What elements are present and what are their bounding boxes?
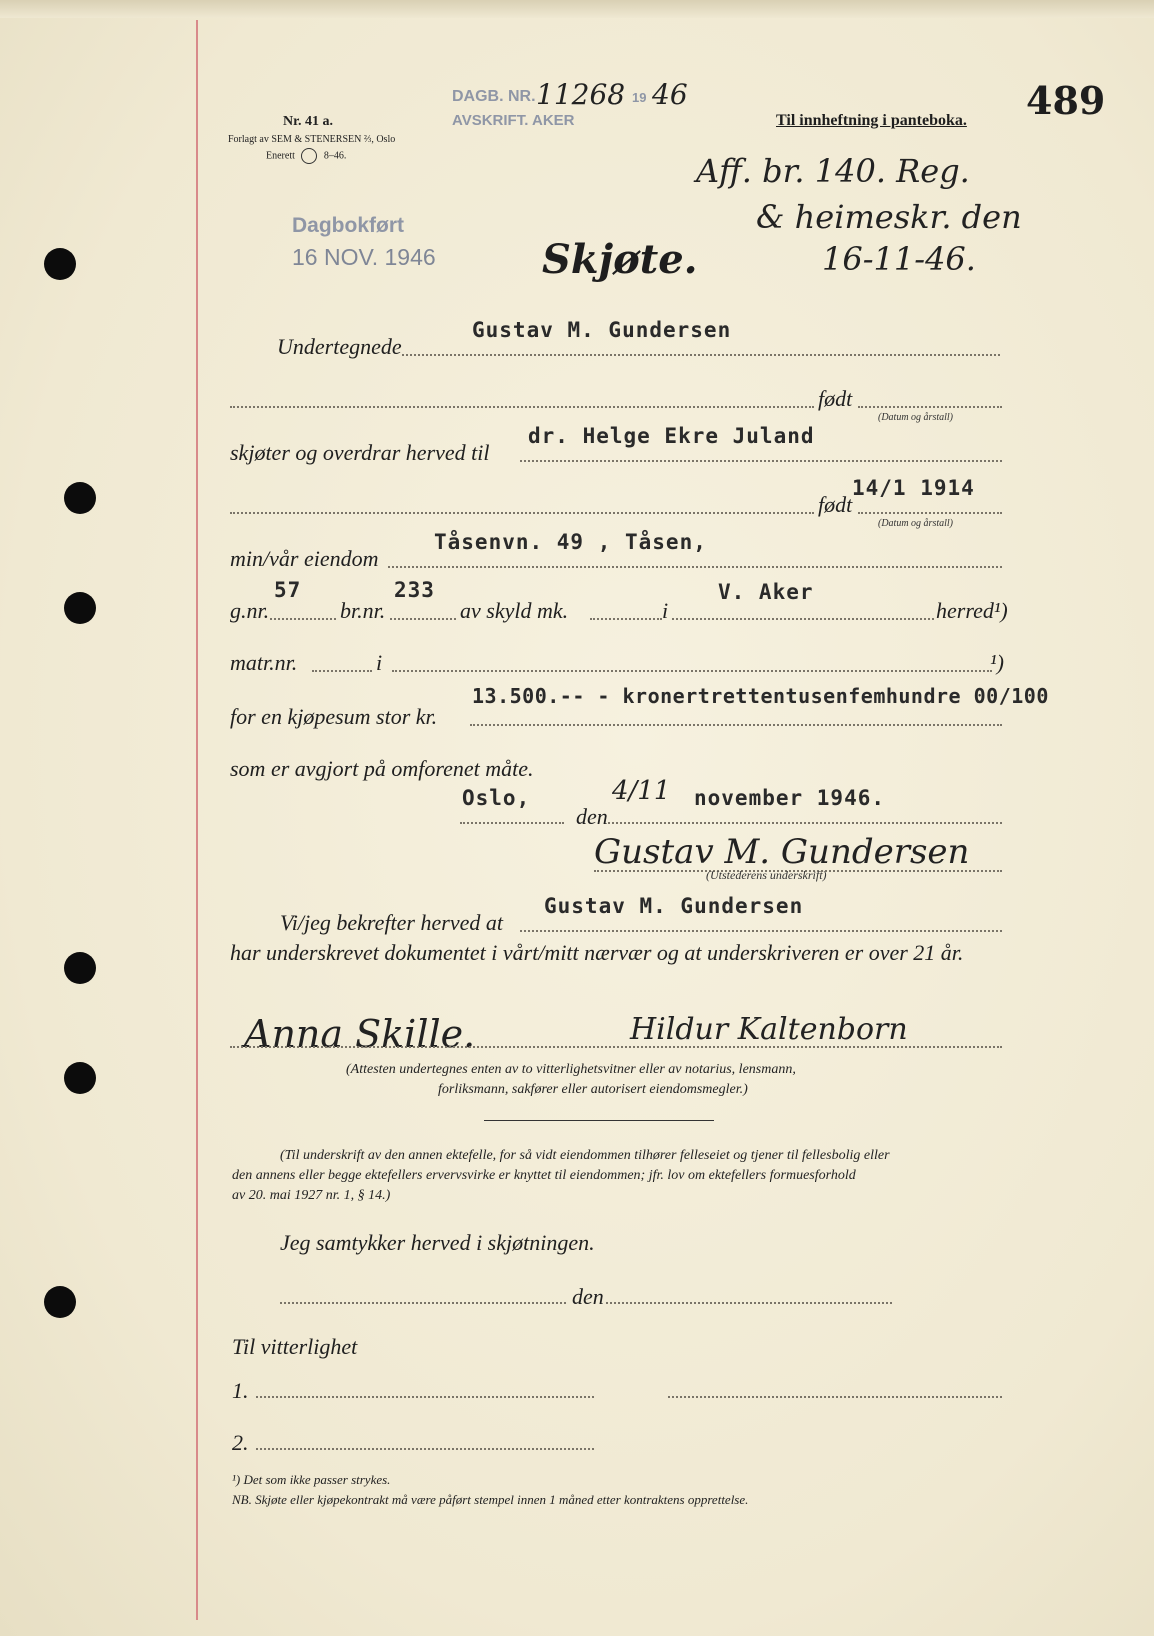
spouse-note-3: av 20. mai 1927 nr. 1, § 14.) bbox=[232, 1188, 391, 1203]
witness-num-2: 2. bbox=[232, 1430, 249, 1455]
buyer-born-label: født bbox=[818, 492, 853, 517]
buyer-born-value: 14/1 1914 bbox=[852, 476, 975, 500]
i-label: i bbox=[662, 598, 669, 623]
den-label: den bbox=[576, 804, 608, 829]
spouse-note-1: (Til underskrift av den annen ektefelle, for så vidt eiendommen tilhører felleseiet og tjener til fellesbolig eller bbox=[280, 1148, 890, 1163]
gnr-value: 57 bbox=[274, 578, 302, 602]
red-margin-line bbox=[196, 20, 198, 1620]
matr-label: matr.nr. bbox=[230, 650, 298, 675]
herred-line bbox=[672, 618, 934, 620]
samtykker-line-1 bbox=[280, 1302, 566, 1304]
vitterlighet-label: Til vitterlighet bbox=[232, 1334, 358, 1359]
til-innheftning: Til innheftning i panteboka. bbox=[776, 112, 967, 129]
matr-line bbox=[312, 670, 372, 672]
matr-i-line bbox=[392, 670, 992, 672]
place-line bbox=[460, 822, 564, 824]
seller-born-line bbox=[858, 406, 1002, 408]
den-value: 4/11 bbox=[612, 776, 671, 806]
herred-value: V. Aker bbox=[718, 580, 814, 604]
spouse-note-2: den annens eller begge ektefellers ervervsvirke er knyttet til eiendommen; jfr. lov om ektefellers formuesforhold bbox=[232, 1168, 856, 1183]
page-top-edge bbox=[0, 0, 1154, 18]
binder-hole-3 bbox=[64, 592, 96, 624]
buyer-line bbox=[520, 460, 1002, 462]
brnr-label: br.nr. bbox=[340, 598, 386, 623]
matr-i-label: i bbox=[376, 650, 383, 675]
binder-hole-2 bbox=[64, 482, 96, 514]
publisher-line: Forlagt av SEM & STENERSEN ⅔, Oslo bbox=[228, 134, 396, 145]
publisher-enerett bbox=[266, 148, 346, 164]
date-line bbox=[608, 822, 1002, 824]
document-title: Skjøte. bbox=[542, 236, 698, 283]
publisher-date: 8–46. bbox=[323, 150, 347, 162]
dagb-year: 46 bbox=[652, 78, 688, 111]
skyld-label: av skyld mk. bbox=[460, 598, 569, 623]
eiendom-value: Tåsenvn. 49 , Tåsen, bbox=[434, 530, 707, 554]
undertegnede-value: Gustav M. Gundersen bbox=[472, 318, 732, 342]
witness-signature-2: Hildur Kaltenborn bbox=[630, 1012, 908, 1047]
handwritten-note-3: 16-11-46. bbox=[822, 240, 976, 278]
dagbokfort-date: 16 NOV. 1946 bbox=[292, 244, 436, 270]
dagbokfort-stamp: Dagbokført bbox=[292, 214, 404, 237]
witness-num-1: 1. bbox=[232, 1378, 249, 1403]
avgjort-text: som er avgjort på omforenet måte. bbox=[230, 756, 534, 781]
dagb-year-printed: 19 bbox=[632, 90, 647, 105]
witness-signature-1: Anna Skille. bbox=[244, 1012, 476, 1056]
separator-line bbox=[484, 1120, 714, 1121]
attest-note-1: (Attesten undertegnes enten av to vitterlighetsvitner eller av notarius, lensmann, bbox=[346, 1062, 796, 1077]
dagb-label: DAGB. NR. bbox=[452, 88, 536, 105]
gnr-label: g.nr. bbox=[230, 598, 270, 623]
bekrefter-label: Vi/jeg bekrefter herved at bbox=[280, 910, 503, 935]
bekrefter-value: Gustav M. Gundersen bbox=[544, 894, 804, 918]
brnr-value: 233 bbox=[394, 578, 435, 602]
undertegnede-line bbox=[402, 354, 1000, 356]
witness-1-line-a bbox=[256, 1396, 594, 1398]
publisher-logo-icon bbox=[301, 148, 317, 164]
footnote: ¹) Det som ikke passer strykes. bbox=[232, 1472, 391, 1487]
bekrefter-line bbox=[520, 930, 1002, 932]
avskrift-stamp: AVSKRIFT. AKER bbox=[452, 112, 575, 129]
samtykker-line-2 bbox=[606, 1302, 892, 1304]
binder-hole-5 bbox=[64, 1062, 96, 1094]
issuer-signature: Gustav M. Gundersen bbox=[594, 832, 970, 872]
enerett-label: Enerett bbox=[266, 150, 295, 162]
seller-extra-line bbox=[230, 406, 814, 408]
skyld-line bbox=[590, 618, 662, 620]
handwritten-note-1: Aff. br. 140. Reg. bbox=[696, 152, 970, 190]
buyer-born-line bbox=[858, 512, 1002, 514]
kjopesum-line bbox=[470, 724, 1002, 726]
witness-1-line-b bbox=[668, 1396, 1002, 1398]
den2-label: den bbox=[572, 1284, 604, 1309]
witness-2-line bbox=[256, 1448, 594, 1450]
signature-hint: (Utstederens underskrift) bbox=[706, 868, 827, 882]
samtykker-text: Jeg samtykker herved i skjøtningen. bbox=[280, 1230, 595, 1255]
page-number: 489 bbox=[1026, 78, 1106, 123]
eiendom-line bbox=[388, 566, 1002, 568]
buyer-value: dr. Helge Ekre Juland bbox=[528, 424, 815, 448]
underskrevet-text: har underskrevet dokumentet i vårt/mitt nærvær og at underskriveren er over 21 år. bbox=[230, 940, 964, 965]
witness-line bbox=[230, 1046, 1002, 1048]
binder-hole-6 bbox=[44, 1286, 76, 1318]
place-value: Oslo, bbox=[462, 786, 531, 810]
kjopesum-label: for en kjøpesum stor kr. bbox=[230, 704, 438, 729]
form-number: Nr. 41 a. bbox=[283, 114, 334, 129]
date-value: november 1946. bbox=[694, 786, 886, 810]
handwritten-note-2: & heimeskr. den bbox=[756, 198, 1022, 236]
seller-born-label: født bbox=[818, 386, 853, 411]
dagb-number: 11268 bbox=[536, 78, 626, 111]
buyer-born-hint: (Datum og årstall) bbox=[878, 518, 953, 529]
matr-end: ¹) bbox=[990, 650, 1004, 675]
undertegnede-label: Undertegnede bbox=[277, 334, 402, 359]
binder-hole-4 bbox=[64, 952, 96, 984]
binder-hole-1 bbox=[44, 248, 76, 280]
attest-note-2: forliksmann, sakfører eller autorisert eiendomsmegler.) bbox=[438, 1082, 748, 1097]
nb-note: NB. Skjøte eller kjøpekontrakt må være påført stempel innen 1 måned etter kontraktens opprettelse. bbox=[232, 1492, 749, 1507]
brnr-line bbox=[390, 618, 456, 620]
eiendom-label: min/vår eiendom bbox=[230, 546, 379, 571]
herred-label: herred¹) bbox=[936, 598, 1008, 623]
kjopesum-value: 13.500.-- - kronertrettentusenfemhundre 00/100 bbox=[472, 684, 1049, 708]
gnr-line bbox=[270, 618, 336, 620]
buyer-extra-line bbox=[230, 512, 814, 514]
skjoter-label: skjøter og overdrar herved til bbox=[230, 440, 490, 465]
seller-born-hint: (Datum og årstall) bbox=[878, 412, 953, 423]
